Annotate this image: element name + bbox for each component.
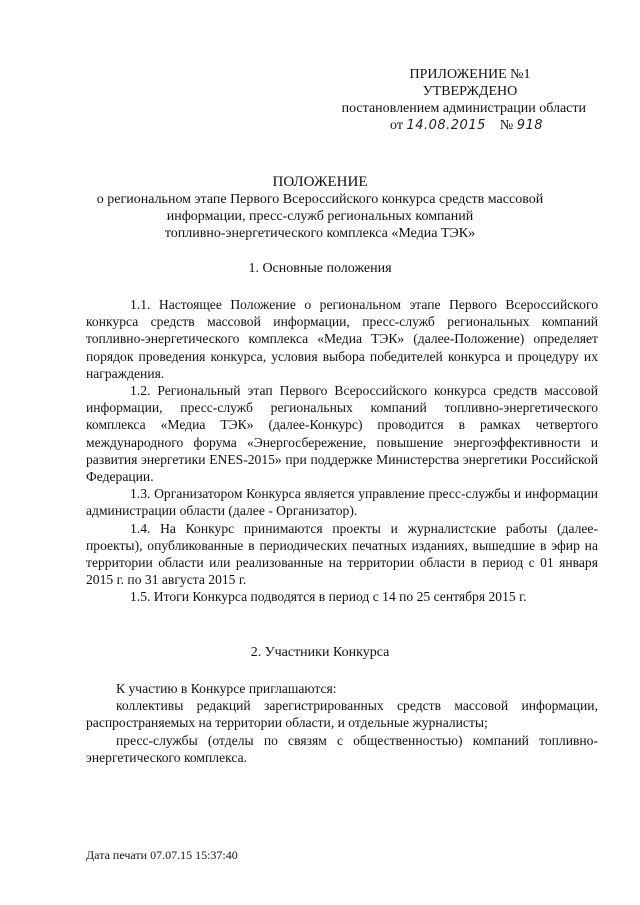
print-date: Дата печати 07.07.15 15:37:40 (86, 848, 238, 862)
date-prefix: от (390, 118, 403, 133)
handwritten-number: 918 (516, 118, 544, 133)
appendix-label: ПРИЛОЖЕНИЕ №1 (409, 67, 531, 82)
title-subtitle-line3: топливно-энергетического комплекса «Медиа ТЭК» (164, 226, 476, 241)
paragraph-1-1: 1.1. Настоящее Положение о региональном этапе Первого Всероссийского конкурса средств массовой информации, пресс-служб региональных компаний топливно-энергетического комплекса «Медиа ТЭК» (далее-Положение) определяет порядок проведения конкурса, условия выбора победителей конкурса и процедуру их награждения. (86, 297, 598, 381)
section2-heading: 2. Участники Конкурса (250, 645, 390, 660)
document-title (80, 174, 560, 242)
title-subtitle-line1: о региональном этапе Первого Всероссийского конкурса средств массовой (96, 192, 544, 207)
paragraph-1-5: 1.5. Итоги Конкурса подводятся в период с 14 по 25 сентября 2015 г. (130, 589, 527, 605)
handwritten-date: 14.08.2015 (406, 118, 486, 133)
paragraph-1-4: 1.4. На Конкурс принимаются проекты и журналистские работы (далее-проекты), опубликованные в периодических печатных изданиях, вышедшие в эфир на территории области или реализованные на территории области в период с 01 января 2015 г. по 31 августа 2015 г. (86, 520, 598, 588)
approval-block (300, 66, 600, 134)
section1-heading: 1. Основные положения (248, 261, 392, 276)
resolution-label: постановлением администрации области (341, 101, 586, 116)
title-subtitle-line2: информации, пресс-служб региональных компаний (166, 209, 474, 224)
paragraph-2-intro: К участию в Конкурсе приглашаются: (116, 681, 337, 696)
title-heading: ПОЛОЖЕНИЕ (272, 174, 368, 190)
resolution-date-line (390, 117, 600, 134)
paragraph-2-media: коллективы редакций зарегистрированных средств массовой информации, распространяемых на территории области, и отдельные журналисты; (86, 698, 598, 731)
section2-body (86, 680, 598, 766)
paragraph-1-2: 1.2. Региональный этап Первого Всероссийского конкурса средств массовой информации, пресс-служб региональных компаний топливно-энергетического комплекса «Медиа ТЭК» (далее-Конкурс) проводится в рамках четвертого международного форума «Энергосбережение, повышение энергоэффективности и развития энергетики ENES-2015» при поддержке Министерства энергетики Российской Федерации. (86, 383, 598, 485)
paragraph-2-press: пресс-службы (отделы по связям с общественностью) компаний топливно-энергетического комплекса. (86, 732, 598, 765)
paragraph-1-3: 1.3. Организатором Конкурса является управление пресс-службы и информации администрации области (далее - Организатор). (86, 486, 598, 519)
number-prefix: № (499, 118, 514, 133)
section1-body (86, 296, 598, 606)
approved-label: УТВЕРЖДЕНО (422, 84, 518, 99)
